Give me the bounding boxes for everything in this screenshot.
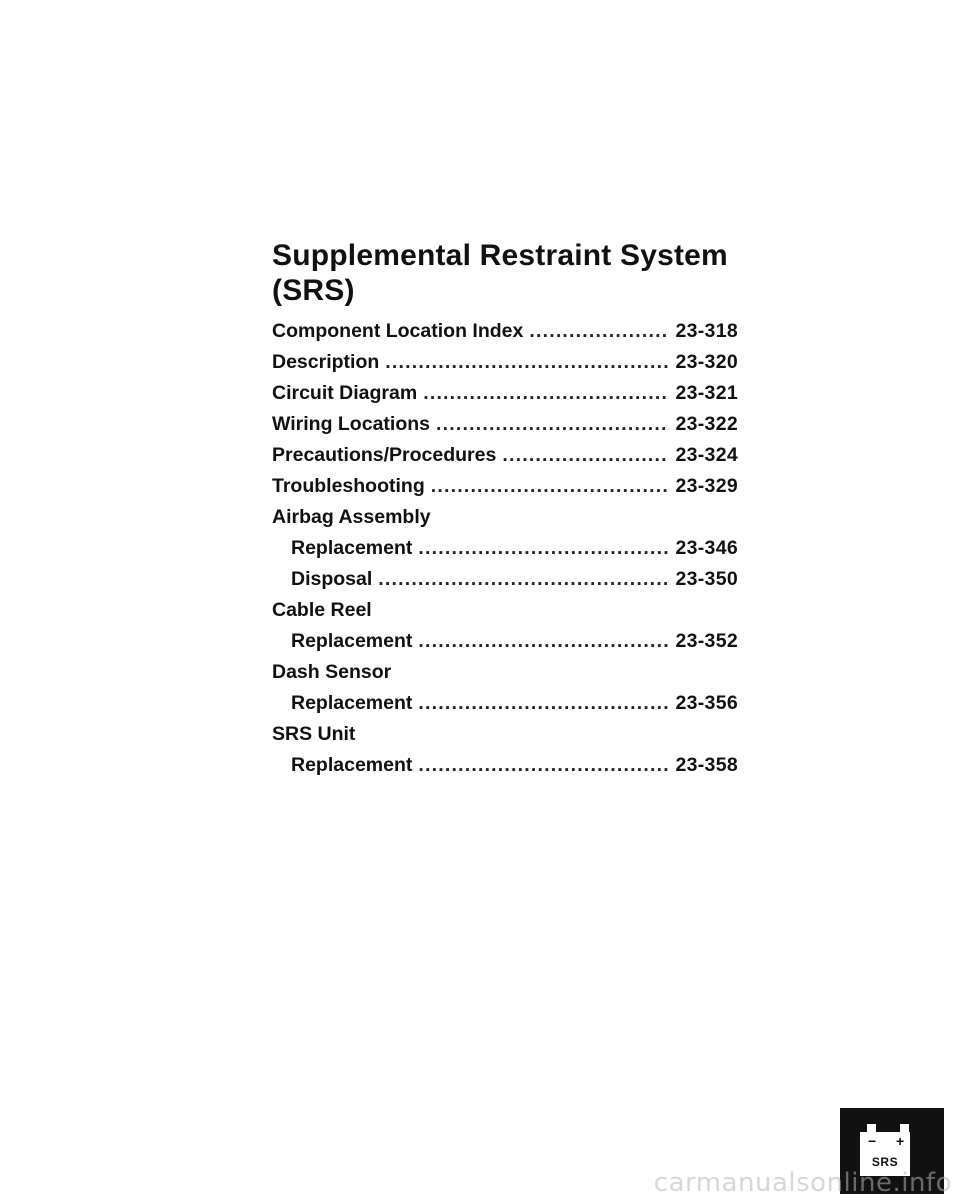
toc-page-number: 23-324	[675, 444, 738, 466]
toc-entry-label: Troubleshooting	[272, 475, 425, 497]
toc-entry[interactable]	[272, 475, 738, 506]
dot-leader	[418, 630, 669, 653]
dot-leader	[385, 351, 669, 374]
dot-leader	[418, 692, 669, 715]
toc-entry-label: Airbag Assembly	[272, 506, 431, 528]
toc-entry[interactable]	[272, 382, 738, 413]
toc-entry-label: Dash Sensor	[272, 661, 392, 683]
dot-leader	[502, 444, 669, 467]
section-title	[272, 238, 742, 308]
toc-entry[interactable]	[272, 754, 738, 785]
toc-entry-label: Replacement	[291, 537, 413, 559]
dot-leader	[529, 320, 669, 343]
toc-entry-label: Replacement	[291, 692, 413, 714]
section-title-line-1: Supplemental Restraint System	[272, 239, 728, 272]
table-of-contents	[272, 320, 738, 785]
toc-page-number: 23-358	[675, 754, 738, 776]
plus-sign: +	[896, 1133, 905, 1149]
dot-leader	[418, 754, 669, 777]
toc-entry-label: Replacement	[291, 630, 413, 652]
toc-entry-label: Description	[272, 351, 380, 373]
toc-page-number: 23-329	[675, 475, 738, 497]
toc-group-heading	[272, 661, 738, 692]
toc-page-number: 23-346	[675, 537, 738, 559]
toc-page-number: 23-356	[675, 692, 738, 714]
toc-entry-label: Component Location Index	[272, 320, 524, 342]
toc-entry[interactable]	[272, 444, 738, 475]
section-title-line-2: (SRS)	[272, 274, 355, 307]
toc-entry[interactable]	[272, 351, 738, 382]
dot-leader	[431, 475, 670, 498]
toc-group-heading	[272, 506, 738, 537]
watermark: carmanualsonline.info	[653, 1168, 952, 1198]
toc-group-heading	[272, 723, 738, 754]
toc-entry-label: SRS Unit	[272, 723, 356, 745]
toc-entry-label: Wiring Locations	[272, 413, 430, 435]
toc-entry-label: Disposal	[291, 568, 373, 590]
badge-label: SRS	[871, 1155, 899, 1169]
toc-page-number: 23-318	[675, 320, 738, 342]
toc-page-number: 23-321	[675, 382, 738, 404]
toc-entry-label: Circuit Diagram	[272, 382, 418, 404]
toc-entry-label: Cable Reel	[272, 599, 372, 621]
toc-entry[interactable]	[272, 568, 738, 599]
toc-page-number: 23-350	[675, 568, 738, 590]
dot-leader	[423, 382, 669, 405]
minus-sign: −	[868, 1133, 877, 1149]
dot-leader	[418, 537, 669, 560]
toc-entry[interactable]	[272, 320, 738, 351]
toc-entry[interactable]	[272, 692, 738, 723]
dot-leader	[436, 413, 669, 436]
toc-page-number: 23-322	[675, 413, 738, 435]
toc-group-heading	[272, 599, 738, 630]
toc-entry[interactable]	[272, 413, 738, 444]
toc-entry-label: Replacement	[291, 754, 413, 776]
toc-page-number: 23-352	[675, 630, 738, 652]
dot-leader	[378, 568, 669, 591]
toc-entry[interactable]	[272, 537, 738, 568]
toc-page-number: 23-320	[675, 351, 738, 373]
toc-entry-label: Precautions/Procedures	[272, 444, 497, 466]
toc-entry[interactable]	[272, 630, 738, 661]
